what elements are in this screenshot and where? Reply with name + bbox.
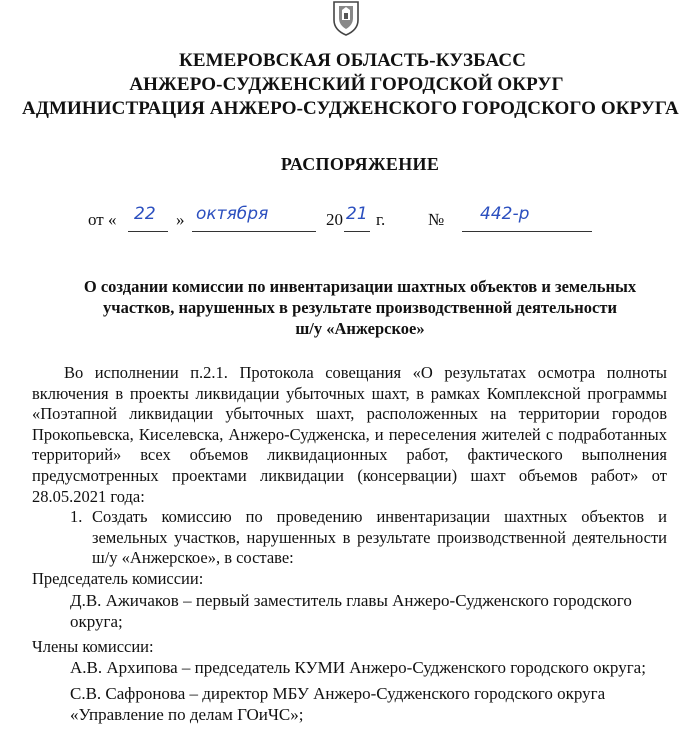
chair-label: Председатель комиссии: (32, 568, 204, 588)
number-sign: № (428, 210, 445, 229)
date-prefix: от « (88, 210, 117, 229)
year-underline (344, 231, 370, 232)
subject-line: участков, нарушенных в результате производственной деятельности (103, 298, 617, 317)
chair-entry (70, 590, 647, 633)
day-underline (128, 231, 168, 232)
year-unit: г. (376, 210, 386, 229)
year-prefix: 20 (326, 210, 343, 229)
coat-of-arms-emblem (331, 0, 361, 36)
order-body (32, 363, 667, 730)
subject-line: ш/у «Анжерское» (295, 319, 425, 338)
item-number: 1. (70, 507, 83, 527)
item-text: Создать комиссию по проведению инвентаризации шахтных объектов и земельных участков, нарушенных в результате производственной деятельности ш/у «Анжерское», в составе: (92, 507, 667, 568)
order-subject (0, 276, 689, 339)
list-item-1 (70, 507, 667, 569)
member-entry: С.В. Сафронова – директор МБУ Анжеро-Судженского городского округа «Управление по делам ГОиЧС»; (70, 683, 606, 725)
subject-line: О создании комиссии по инвентаризации шахтных объектов и земельных (83, 277, 637, 296)
chair-text: Д.В. Ажичаков – первый заместитель главы Анжеро-Судженского городского округа; (70, 590, 632, 632)
header-administration: АДМИНИСТРАЦИЯ АНЖЕРО-СУДЖЕНСКОГО ГОРОДСКОГО ОКРУГА (22, 98, 679, 119)
intro-paragraph: Во исполнении п.2.1. Протокола совещания «О результатах осмотра полноты включения в проекты ликвидации убыточных шахт, в рамках Комплексной программы «Поэтапной ликвидации убыточных шахт, расположенных на территории городов Прокопьевска, Киселевска, Анжеро-Судженска, и переселения жителей с подработанных территорий» всех объемов ликвидационных работ, фактического выполнения предусмотренных проектами ликвидации (консервации) шахт объемов работ» от 28.05.2021 года: (32, 363, 667, 506)
members-list (70, 657, 647, 726)
member-entry: А.В. Архипова – председатель КУМИ Анжеро-Судженского городского округа; (70, 658, 646, 678)
members-label: Члены комиссии: (32, 636, 154, 656)
date-mid: » (176, 210, 185, 229)
month-underline (192, 231, 316, 232)
date-month: октября (196, 204, 269, 224)
number-underline (462, 231, 592, 232)
year-suffix: 21 (346, 204, 368, 224)
header-region: КЕМЕРОВСКАЯ ОБЛАСТЬ-КУЗБАСС (178, 50, 527, 71)
order-number: 442-р (480, 204, 530, 224)
header-district: АНЖЕРО-СУДЖЕНСКИЙ ГОРОДСКОЙ ОКРУГ (129, 74, 564, 95)
date-day: 22 (134, 204, 156, 224)
order-title: РАСПОРЯЖЕНИЕ (280, 154, 440, 174)
